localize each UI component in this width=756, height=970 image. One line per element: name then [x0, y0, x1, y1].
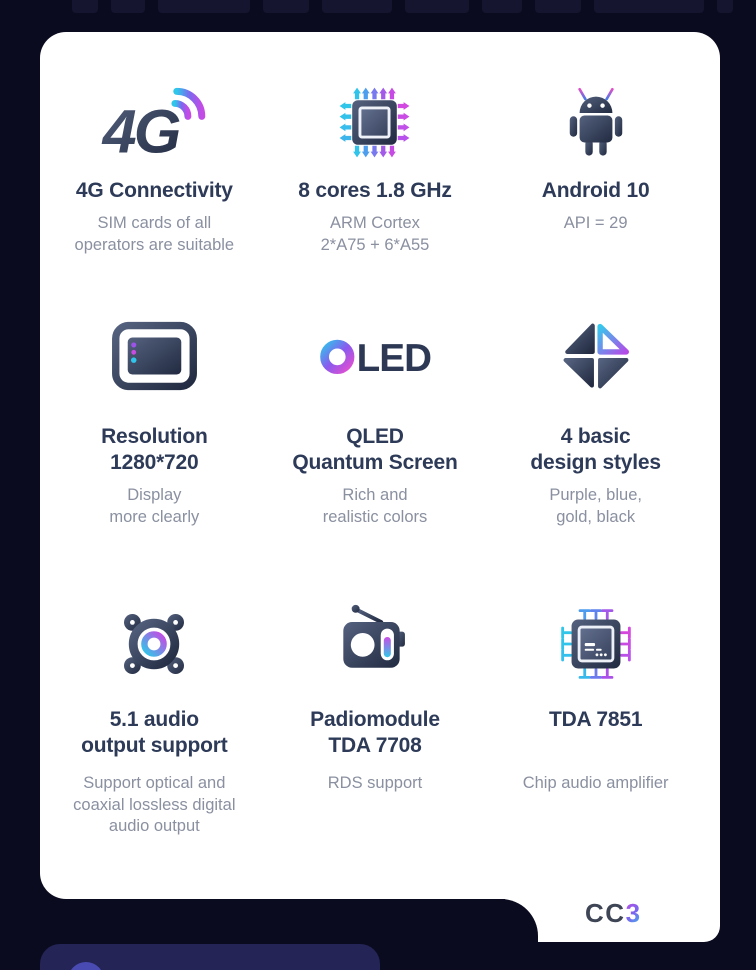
amplifier-chip-icon: [549, 598, 643, 690]
feature-desc: SIM cards of all operators are suitable: [74, 214, 235, 254]
feature-card-android: [485, 74, 706, 256]
feature-card-styles: [485, 315, 706, 528]
feature-desc: Purple, blue, gold, black: [549, 486, 642, 526]
strip-dash: [717, 0, 733, 13]
background-top-strip: [72, 0, 733, 13]
strip-dash: [158, 0, 250, 13]
strip-dash: [72, 0, 98, 13]
radio-icon: [331, 598, 419, 690]
brand-logo: [585, 898, 642, 929]
feature-card-resolution: [44, 315, 265, 528]
feature-desc: Display more clearly: [109, 486, 200, 526]
feature-desc: Support optical and coaxial lossless digital audio output: [73, 774, 236, 835]
qled-logo-icon: [318, 315, 432, 397]
strip-dash: [405, 0, 469, 13]
strip-dash: [111, 0, 145, 13]
feature-card-cpu: [265, 74, 486, 256]
feature-title: 4G Connectivity: [75, 179, 233, 202]
feature-title: 8 cores 1.8 GHz: [298, 179, 452, 202]
feature-title: 4 basic design styles: [530, 425, 661, 474]
feature-card-4g: [44, 74, 265, 256]
feature-desc: ARM Cortex 2*A75 + 6*A55: [320, 214, 430, 254]
feature-title: 5.1 audio output support: [81, 708, 228, 757]
android-robot-icon: [555, 74, 637, 170]
feature-desc: Rich and realistic colors: [322, 486, 428, 526]
feature-row-1: [40, 74, 720, 256]
strip-dash: [322, 0, 392, 13]
design-styles-icon: [555, 315, 637, 397]
strip-dash: [482, 0, 522, 13]
cpu-chip-icon: [326, 74, 423, 170]
feature-row-2: [40, 315, 720, 528]
next-card-preview: [40, 944, 380, 970]
feature-card-tda7851: [485, 598, 706, 838]
svg-text:LED: LED: [356, 336, 432, 378]
preview-bubble: [68, 962, 104, 970]
feature-title: Padiomodule TDA 7708: [310, 708, 440, 757]
feature-title: Android 10: [541, 179, 650, 202]
feature-card-radio: [265, 598, 486, 838]
strip-dash: [535, 0, 581, 13]
feature-title: Resolution 1280*720: [101, 425, 208, 474]
strip-dash: [594, 0, 704, 13]
feature-title: TDA 7851: [548, 708, 643, 731]
speaker-icon: [114, 598, 194, 690]
4g-signal-icon: [97, 74, 212, 170]
svg-text:4G: 4G: [102, 97, 179, 166]
feature-card-audio51: [44, 598, 265, 838]
brand-logo-accent: 3: [625, 898, 642, 928]
feature-desc: RDS support: [327, 774, 423, 792]
feature-title: QLED Quantum Screen: [292, 425, 458, 474]
feature-row-3: [40, 598, 720, 838]
feature-desc: Chip audio amplifier: [522, 774, 669, 792]
strip-dash: [263, 0, 309, 13]
feature-panel: [40, 32, 720, 899]
display-screen-icon: [108, 315, 201, 397]
feature-desc: API = 29: [563, 214, 628, 232]
brand-logo-text: CC: [585, 898, 626, 928]
feature-card-qled: [265, 315, 486, 528]
